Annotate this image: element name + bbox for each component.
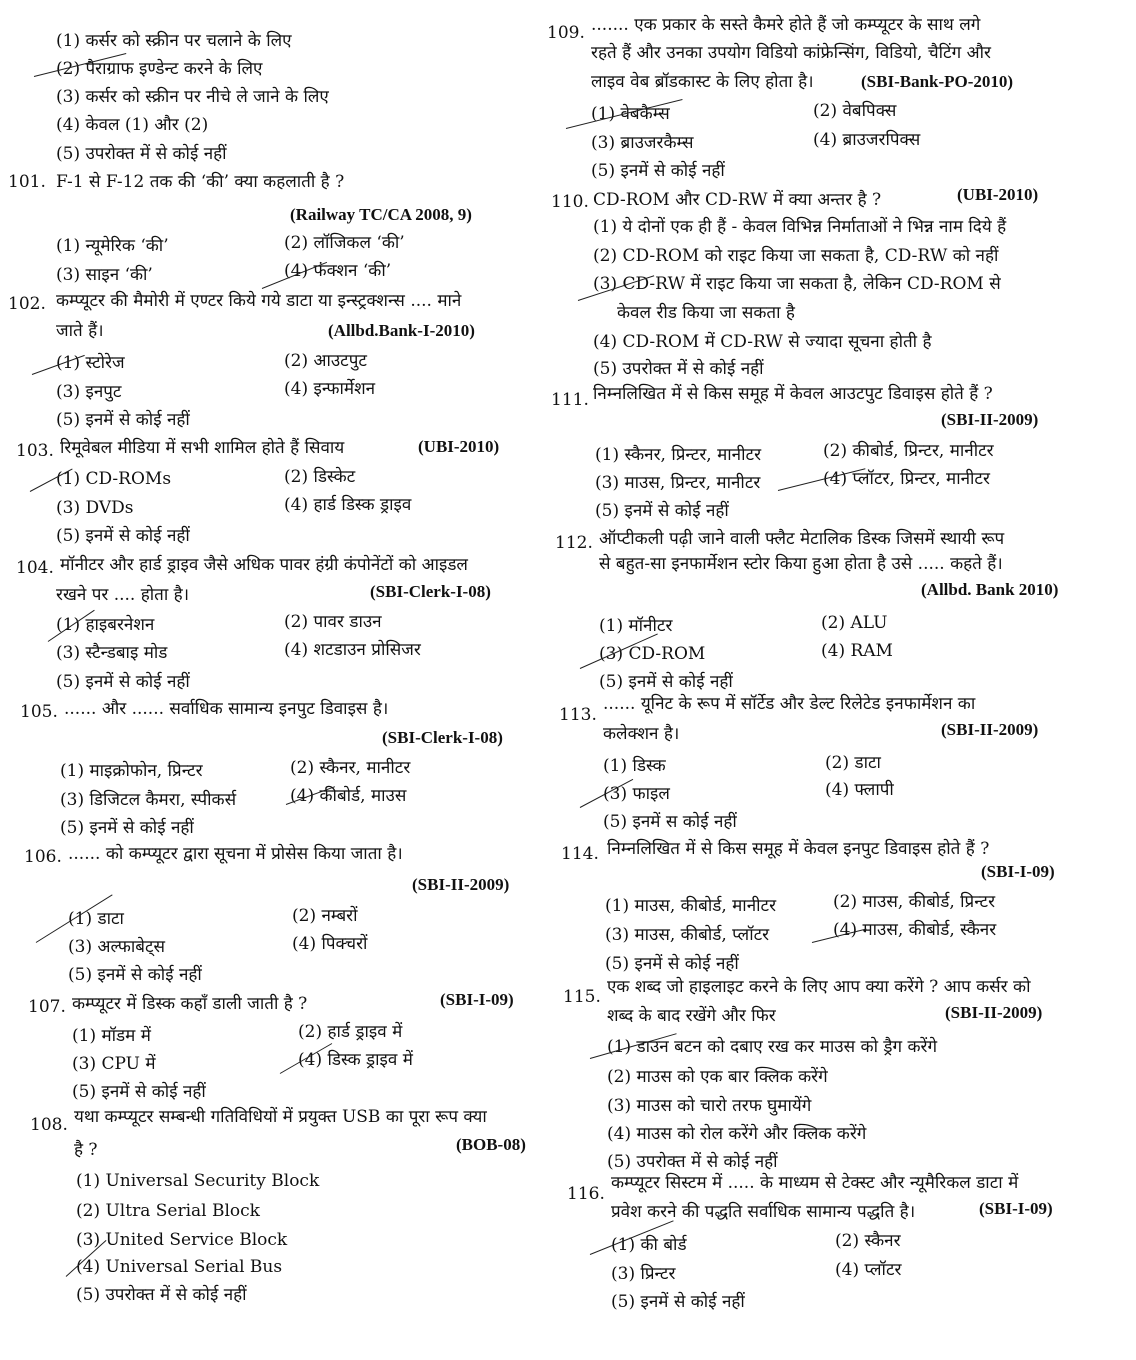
q115-option-4: (4) माउस को रोल करेंगे और क्लिक करेंगे <box>607 1124 867 1144</box>
q105-option-1: (1) माइक्रोफोन, प्रिन्टर <box>60 761 203 781</box>
q109-option-5: (5) इनमें से कोई नहीं <box>591 161 725 181</box>
q107-option-3: (3) CPU में <box>72 1054 156 1074</box>
q109-option-3: (3) ब्राउजरकैम्स <box>591 133 694 153</box>
q107-option-1: (1) मॉडम में <box>72 1026 151 1046</box>
q115-text-cont: शब्द के बाद रखेंगे और फिर <box>607 1006 776 1026</box>
q110-number: 110. <box>551 192 589 212</box>
q107-text: कम्प्यूटर में डिस्क कहाँ डाली जाती है ? <box>72 994 308 1014</box>
q115-option-2: (2) माउस को एक बार क्लिक करेंगे <box>607 1067 828 1087</box>
q114-option-4: (4) माउस, कीबोर्ड, स्कैनर <box>833 920 997 940</box>
q102-option-4: (4) इन्फार्मेशन <box>284 379 376 399</box>
q106-option-2: (2) नम्बरों <box>292 906 358 926</box>
q108-option-5: (5) उपरोक्त में से कोई नहीं <box>76 1285 247 1305</box>
q104-option-5: (5) इनमें से कोई नहीं <box>56 672 190 692</box>
q103-option-5: (5) इनमें से कोई नहीं <box>56 526 190 546</box>
q113-text: ...... यूनिट के रूप में सॉर्टेड और डेल्ट रिलेटेड इनफार्मेशन का <box>603 694 976 714</box>
q115-number: 115. <box>563 987 601 1007</box>
q101-option-3: (3) साइन ‘की’ <box>56 265 153 285</box>
q109-option-2: (2) वेबपिक्स <box>813 101 897 121</box>
q113-text-cont: कलेक्शन है। <box>603 724 680 744</box>
q102-text: कम्प्यूटर की मैमोरी में एण्टर किये गये डाटा या इन्स्ट्रक्शन्स .... माने <box>56 291 462 311</box>
q103-option-2: (2) डिस्केट <box>284 467 356 487</box>
q101-option-4: (4) फंक्शन ‘की’ <box>284 261 392 281</box>
q106-option-3: (3) अल्फाबेट्स <box>68 937 166 957</box>
q102-number: 102. <box>8 294 46 314</box>
q114-option-2: (2) माउस, कीबोर्ड, प्रिन्टर <box>833 892 996 912</box>
q105-option-5: (5) इनमें से कोई नहीं <box>60 818 194 838</box>
q100-option-2: (2) पैराग्राफ इण्डेन्ट करने के लिए <box>56 59 263 79</box>
q101-text: F-1 से F-12 तक की ‘की’ क्या कहलाती है ? <box>56 172 345 192</box>
q104-option-4: (4) शटडाउन प्रोसिजर <box>284 640 421 660</box>
q101-option-1: (1) न्यूमेरिक ‘की’ <box>56 236 169 256</box>
q108-option-2: (2) Ultra Serial Block <box>76 1201 260 1221</box>
q111-source: (SBI-II-2009) <box>941 410 1039 429</box>
q116-option-1: (1) की बोर्ड <box>611 1235 687 1255</box>
q110-text: CD-ROM और CD-RW में क्या अन्तर है ? <box>593 190 882 210</box>
q113-number: 113. <box>559 705 597 725</box>
q113-option-4: (4) फ्लापी <box>825 780 894 800</box>
q102-option-2: (2) आउटपुट <box>284 351 367 371</box>
q106-number: 106. <box>24 847 62 867</box>
q102-option-3: (3) इनपुट <box>56 382 122 402</box>
q105-number: 105. <box>20 702 58 722</box>
q109-option-1: (1) वेबकैम्स <box>591 104 670 124</box>
q104-source: (SBI-Clerk-I-08) <box>370 582 491 601</box>
q109-text: ....... एक प्रकार के सस्ते कैमरे होते हैं जो कम्प्यूटर के साथ लगे <box>591 15 981 35</box>
q107-option-2: (2) हार्ड ड्राइव में <box>298 1022 403 1042</box>
q104-option-3: (3) स्टैन्डबाइ मोड <box>56 643 168 663</box>
q113-option-5: (5) इनमें स कोई नहीं <box>603 812 737 832</box>
q116-option-2: (2) स्कैनर <box>835 1231 901 1251</box>
q115-text: एक शब्द जो हाइलाइट करने के लिए आप क्या करेंगे ? आप कर्सर को <box>607 977 1031 997</box>
q114-text: निम्नलिखित में से किस समूह में केवल इनपुट डिवाइस होते हैं ? <box>607 839 990 859</box>
q112-number: 112. <box>555 533 593 553</box>
q105-option-4: (4) कीबोर्ड, माउस <box>290 786 407 806</box>
q104-number: 104. <box>16 558 54 578</box>
q107-option-4: (4) डिस्क ड्राइव में <box>298 1050 413 1070</box>
q113-option-3: (3) फाइल <box>603 784 670 804</box>
q103-option-4: (4) हार्ड डिस्क ड्राइव <box>284 495 412 515</box>
q109-source: (SBI-Bank-PO-2010) <box>861 72 1014 91</box>
q116-source: (SBI-I-09) <box>979 1199 1053 1218</box>
q115-option-1: (1) डाउन बटन को दबाए रख कर माउस को ड्रैग करेंगे <box>607 1037 938 1057</box>
q109-text-cont: रहते हैं और उनका उपयोग विडियो कांफ्रेन्सिंग, विडियो, चैटिंग और <box>591 43 991 63</box>
q102-option-5: (5) इनमें से कोई नहीं <box>56 410 190 430</box>
q111-option-2: (2) कीबोर्ड, प्रिन्टर, मानीटर <box>823 441 994 461</box>
q112-option-2: (2) ALU <box>821 613 888 633</box>
q114-option-1: (1) माउस, कीबोर्ड, मानीटर <box>605 896 777 916</box>
q115-option-5: (5) उपरोक्त में से कोई नहीं <box>607 1152 778 1172</box>
q110-option-5: (5) उपरोक्त में से कोई नहीं <box>593 359 764 379</box>
q104-text-cont: रखने पर .... होता है। <box>56 585 190 605</box>
q116-option-4: (4) प्लॉटर <box>835 1260 902 1280</box>
q112-option-5: (5) इनमें से कोई नहीं <box>599 672 733 692</box>
q111-option-4: (4) प्लॉटर, प्रिन्टर, मानीटर <box>823 469 990 489</box>
q112-option-4: (4) RAM <box>821 641 893 661</box>
q104-option-2: (2) पावर डाउन <box>284 612 382 632</box>
q110-option-3-cont: केवल रीड किया जा सकता है <box>617 303 795 323</box>
q111-option-3: (3) माउस, प्रिन्टर, मानीटर <box>595 473 761 493</box>
q108-option-3: (3) United Service Block <box>76 1230 288 1250</box>
q116-text: कम्प्यूटर सिस्टम में ..... के माध्यम से टेक्स्ट और न्यूमैरिकल डाटा में <box>611 1173 1019 1193</box>
q103-option-1: (1) CD-ROMs <box>56 469 172 489</box>
q114-option-5: (5) इनमें से कोई नहीं <box>605 954 739 974</box>
q116-number: 116. <box>567 1184 605 1204</box>
q112-option-3: (3) CD-ROM <box>599 644 706 664</box>
q112-text: ऑप्टीकली पढ़ी जाने वाली फ्लैट मेटालिक डिस्क जिसमें स्थायी रूप <box>599 529 1005 549</box>
q115-option-3: (3) माउस को चारो तरफ घुमायेंगे <box>607 1096 812 1116</box>
q109-option-4: (4) ब्राउजरपिक्स <box>813 130 921 150</box>
q102-text-cont: जाते हैं। <box>56 321 104 341</box>
q101-option-2: (2) लॉजिकल ‘की’ <box>284 233 405 253</box>
q100-option-5: (5) उपरोक्त में से कोई नहीं <box>56 144 227 164</box>
q116-option-5: (5) इनमें से कोई नहीं <box>611 1292 745 1312</box>
q116-text-cont: प्रवेश करने की पद्धति सर्वाधिक सामान्य पद्धति है। <box>611 1202 916 1222</box>
q101-source: (Railway TC/CA 2008, 9) <box>290 205 472 224</box>
q104-option-1: (1) हाइबरनेशन <box>56 615 155 635</box>
q108-number: 108. <box>30 1115 68 1135</box>
q107-number: 107. <box>28 997 66 1017</box>
q108-option-4: (4) Universal Serial Bus <box>76 1257 283 1277</box>
q114-number: 114. <box>561 844 599 864</box>
q111-number: 111. <box>551 390 589 410</box>
q113-option-2: (2) डाटा <box>825 753 881 773</box>
q104-text: मॉनीटर और हार्ड ड्राइव जैसे अधिक पावर हंग्री कंपोनेंटों को आइडल <box>60 555 468 575</box>
q109-text-cont2: लाइव वेब ब्रॉडकास्ट के लिए होता है। <box>591 72 814 92</box>
q105-text: ...... और ...... सर्वाधिक सामान्य इनपुट डिवाइस है। <box>64 699 389 719</box>
q112-text-cont: से बहुत-सा इनफार्मेशन स्टोर किया हुआ होता है उसे ..... कहते हैं। <box>599 554 1003 574</box>
q115-source: (SBI-II-2009) <box>945 1003 1043 1022</box>
q106-text: ...... को कम्प्यूटर द्वारा सूचना में प्रोसेस किया जाता है। <box>68 844 403 864</box>
q105-option-2: (2) स्कैनर, मानीटर <box>290 758 411 778</box>
q108-source: (BOB-08) <box>456 1135 526 1154</box>
q100-option-4: (4) केवल (1) और (2) <box>56 115 209 135</box>
q105-option-3: (3) डिजिटल कैमरा, स्पीकर्स <box>60 790 237 810</box>
q110-source: (UBI-2010) <box>957 185 1039 204</box>
q102-source: (Allbd.Bank-I-2010) <box>328 321 475 340</box>
q103-number: 103. <box>16 441 54 461</box>
q108-text-cont: है ? <box>74 1140 98 1160</box>
q114-option-3: (3) माउस, कीबोर्ड, प्लॉटर <box>605 925 770 945</box>
q108-text: यथा कम्प्यूटर सम्बन्धी गतिविधियों में प्रयुक्त USB का पूरा रूप क्या <box>74 1107 487 1127</box>
q109-number: 109. <box>547 23 585 43</box>
q103-option-3: (3) DVDs <box>56 498 134 518</box>
q108-option-1: (1) Universal Security Block <box>76 1171 320 1191</box>
q103-source: (UBI-2010) <box>418 437 500 456</box>
q114-source: (SBI-I-09) <box>981 862 1055 881</box>
q111-text: निम्नलिखित में से किस समूह में केवल आउटपुट डिवाइस होते हैं ? <box>593 384 993 404</box>
q103-text: रिमूवेबल मीडिया में सभी शामिल होते हैं सिवाय <box>60 438 345 458</box>
q107-option-5: (5) इनमें से कोई नहीं <box>72 1082 206 1102</box>
q100-option-1: (1) कर्सर को स्क्रीन पर चलाने के लिए <box>56 31 292 51</box>
q111-option-5: (5) इनमें से कोई नहीं <box>595 501 729 521</box>
q113-option-1: (1) डिस्क <box>603 756 666 776</box>
q110-option-1: (1) ये दोनों एक ही हैं - केवल विभिन्न निर्माताओं ने भिन्न नाम दिये हैं <box>593 217 1007 237</box>
q110-option-2: (2) CD-ROM को राइट किया जा सकता है, CD-RW को नहीं <box>593 246 999 266</box>
q110-option-3: (3) CD-RW में राइट किया जा सकता है, लेकिन CD-ROM से <box>593 274 1001 294</box>
q106-option-4: (4) पिक्चरों <box>292 934 368 954</box>
q102-option-1: (1) स्टोरेज <box>56 353 125 373</box>
q113-source: (SBI-II-2009) <box>941 720 1039 739</box>
q106-option-1: (1) डाटा <box>68 909 124 929</box>
q100-option-3: (3) कर्सर को स्क्रीन पर नीचे ले जाने के लिए <box>56 87 329 107</box>
q105-source: (SBI-Clerk-I-08) <box>382 728 503 747</box>
q110-option-4: (4) CD-ROM में CD-RW से ज्यादा सूचना होती है <box>593 332 932 352</box>
q112-option-1: (1) मॉनीटर <box>599 616 673 636</box>
q111-option-1: (1) स्कैनर, प्रिन्टर, मानीटर <box>595 445 762 465</box>
q106-option-5: (5) इनमें से कोई नहीं <box>68 965 202 985</box>
q112-source: (Allbd. Bank 2010) <box>921 580 1059 599</box>
q107-source: (SBI-I-09) <box>440 990 514 1009</box>
q106-source: (SBI-II-2009) <box>412 875 510 894</box>
q101-number: 101. <box>8 172 46 192</box>
q116-option-3: (3) प्रिन्टर <box>611 1264 676 1284</box>
